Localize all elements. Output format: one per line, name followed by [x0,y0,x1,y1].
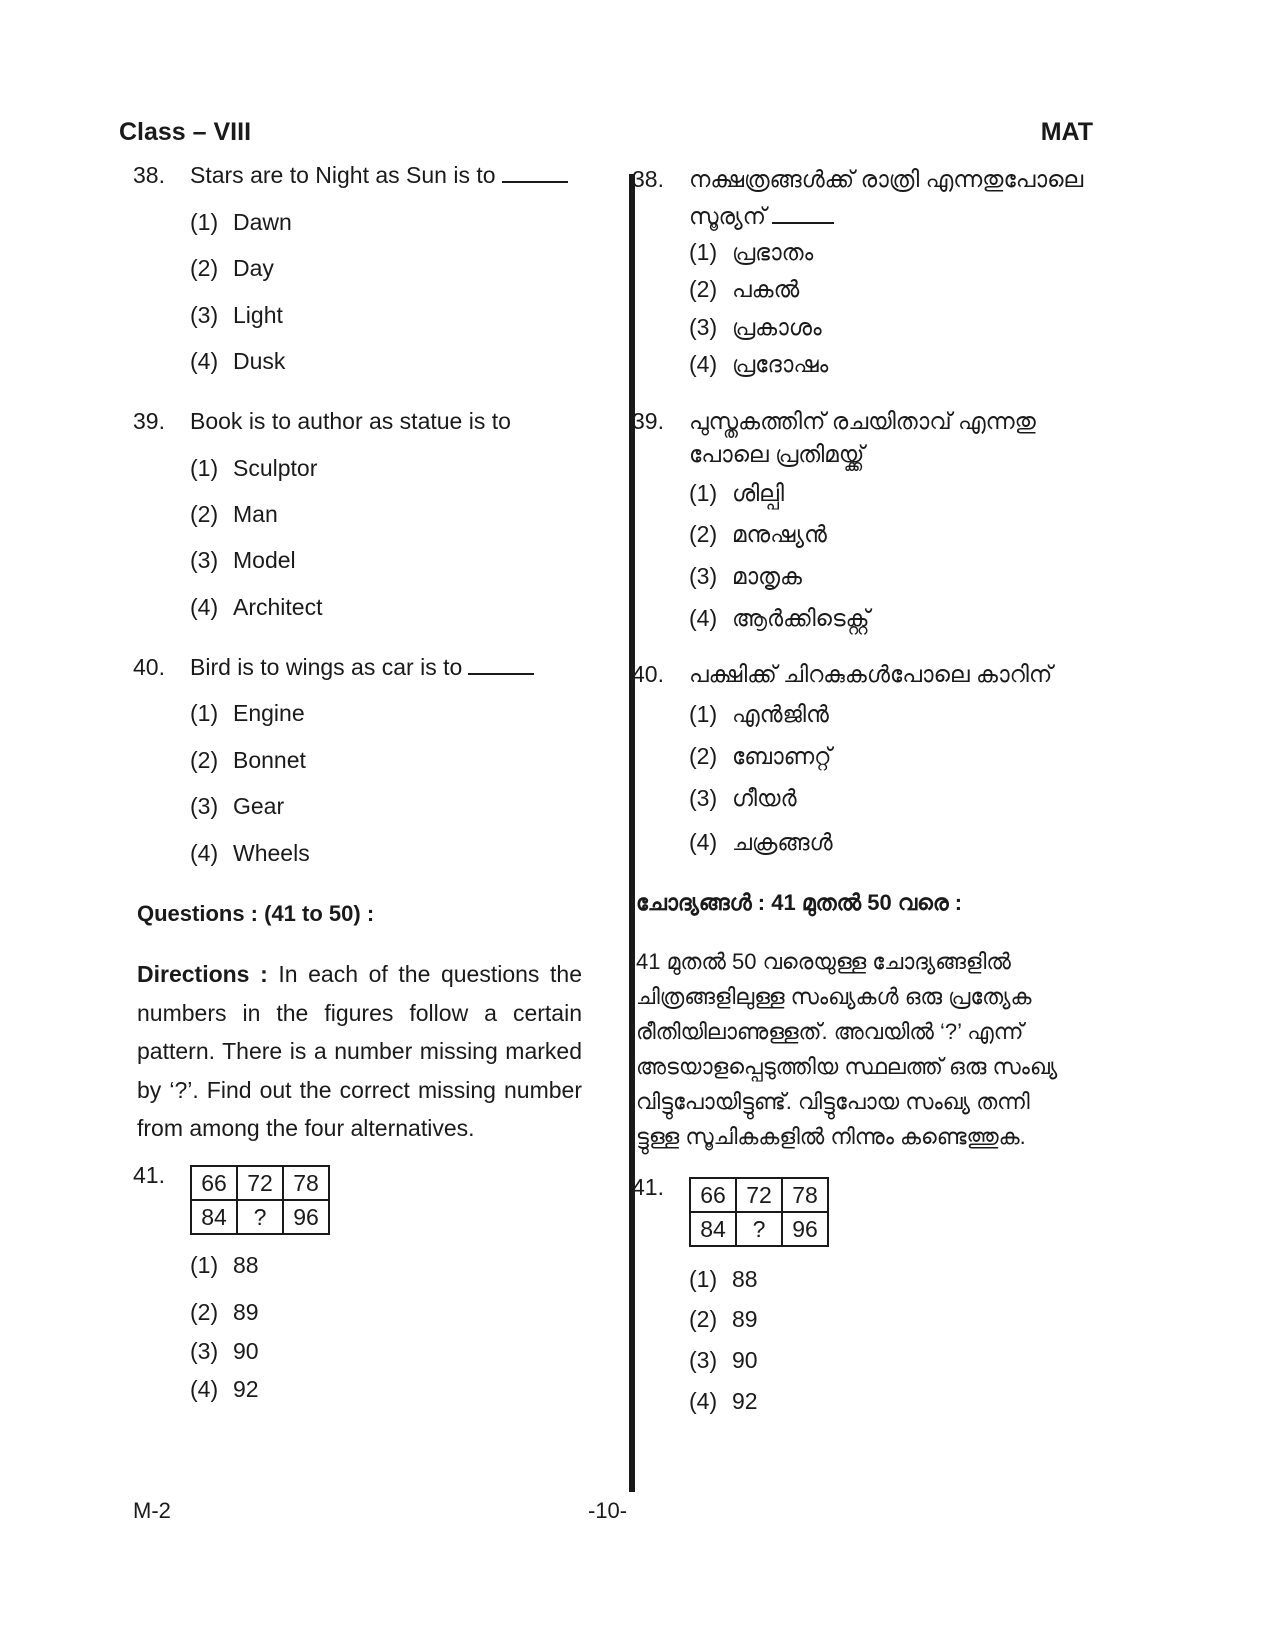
subject-label: MAT [1040,118,1093,146]
question-text: സൂര്യന് [689,199,834,233]
option: (3) 90 [689,1347,758,1373]
option: (4) 92 [190,1376,259,1402]
class-label: Class – VIII [119,118,252,146]
directions-line: ട്ടുള്ള സൂചികകളിൽ നിന്നും കണ്ടെത്തുക. [636,1124,1026,1149]
option: (2) മനുഷ്യൻ [689,521,827,547]
figure-cell: 72 [237,1166,283,1200]
question-number: 41. [133,1162,165,1188]
figure-cell: 84 [690,1212,736,1246]
question-text: പുസ്തകത്തിന് രചയിതാവ് എന്നതു [689,408,1036,434]
figure-cell: 78 [782,1178,828,1212]
option: (1) Sculptor [190,455,318,481]
option: (4) Dusk [190,348,286,374]
option: (1) 88 [689,1266,758,1292]
question-number: 40. [133,654,165,680]
option: (1) Dawn [190,209,292,235]
directions-line: അടയാളപ്പെടുത്തിയ സ്ഥലത്ത് ഒരു സംഖ്യ [636,1054,1058,1079]
figure-cell: 72 [736,1178,782,1212]
question-number: 38. [632,166,664,192]
question-number: 39. [133,408,165,434]
page-number: -10- [588,1498,628,1523]
directions-line: 41 മുതൽ 50 വരെയുള്ള ചോദ്യങ്ങളിൽ [636,949,1011,974]
option: (2) Bonnet [190,747,306,773]
directions-line: ചിത്രങ്ങളിലുള്ള സംഖ്യകൾ ഒരു പ്രത്യേക [636,984,1032,1009]
question-text: പോലെ പ്രതിമയ്ക്ക് [689,441,865,467]
option: (3) പ്രകാശം [689,314,822,340]
option: (4) Wheels [190,840,310,866]
option: (1) പ്രഭാതം [689,239,814,265]
option: (3) ഗീയർ [689,785,797,811]
figure-cell: ? [736,1212,782,1246]
option: (2) Day [190,255,274,281]
option: (1) ശില്പി [689,480,784,506]
directions-paragraph: Directions : In each of the questions the numbers in the figures follow a certain pattern. There is a number missing marked by ‘?’. Find out the correct missing number from among the four alternatives. [137,961,583,1141]
option: (3) മാതൃക [689,563,802,589]
figure-cell: ? [237,1200,283,1234]
option: (4) Architect [190,594,323,620]
question-text: പക്ഷിക്ക് ചിറകുകൾപോലെ കാറിന് [689,661,1053,687]
question-number: 41. [632,1174,664,1200]
number-figure [689,1177,829,1247]
option: (2) ബോണറ്റ് [689,743,832,769]
option: (2) 89 [689,1306,758,1332]
directions-line: വിട്ടുപോയിട്ടുണ്ട്. വിട്ടുപോയ സംഖ്യ തന്നി [636,1089,1030,1114]
option: (4) ആർക്കിടെക്റ്റ് [689,605,870,631]
option: (2) 89 [190,1299,259,1325]
option: (1) 88 [190,1252,259,1278]
column-divider [629,174,635,1492]
page-code: M-2 [133,1498,171,1523]
option: (3) Model [190,547,296,573]
figure-cell: 66 [191,1166,237,1200]
figure-cell: 96 [283,1200,329,1234]
option: (3) 90 [190,1338,259,1364]
figure-cell: 96 [782,1212,828,1246]
section-heading: ചോദ്യങ്ങൾ : 41 മുതൽ 50 വരെ : [636,890,963,915]
option: (1) എൻജിൻ [689,701,829,727]
directions-line: രീതിയിലാണുള്ളത്. അവയിൽ ‘?’ എന്ന് [636,1019,1024,1044]
option: (4) പ്രദോഷം [689,351,829,377]
option: (3) Light [190,302,283,328]
question-text: Bird is to wings as car is to [190,650,534,684]
option: (3) Gear [190,793,285,819]
option: (1) Engine [190,700,305,726]
number-figure [190,1165,330,1235]
question-text: നക്ഷത്രങ്ങൾക്ക് രാത്രി എന്നതുപോലെ [689,166,1084,192]
figure-cell: 84 [191,1200,237,1234]
question-number: 39. [632,408,664,434]
question-text: Stars are to Night as Sun is to [190,158,568,192]
question-number: 40. [632,661,664,687]
section-heading: Questions : (41 to 50) : [137,901,375,926]
option: (2) പകൽ [689,276,800,302]
figure-cell: 66 [690,1178,736,1212]
option: (4) ചക്രങ്ങൾ [689,829,833,855]
option: (4) 92 [689,1388,758,1414]
question-text: Book is to author as statue is to [190,408,511,434]
option: (2) Man [190,501,278,527]
figure-cell: 78 [283,1166,329,1200]
question-number: 38. [133,162,165,188]
